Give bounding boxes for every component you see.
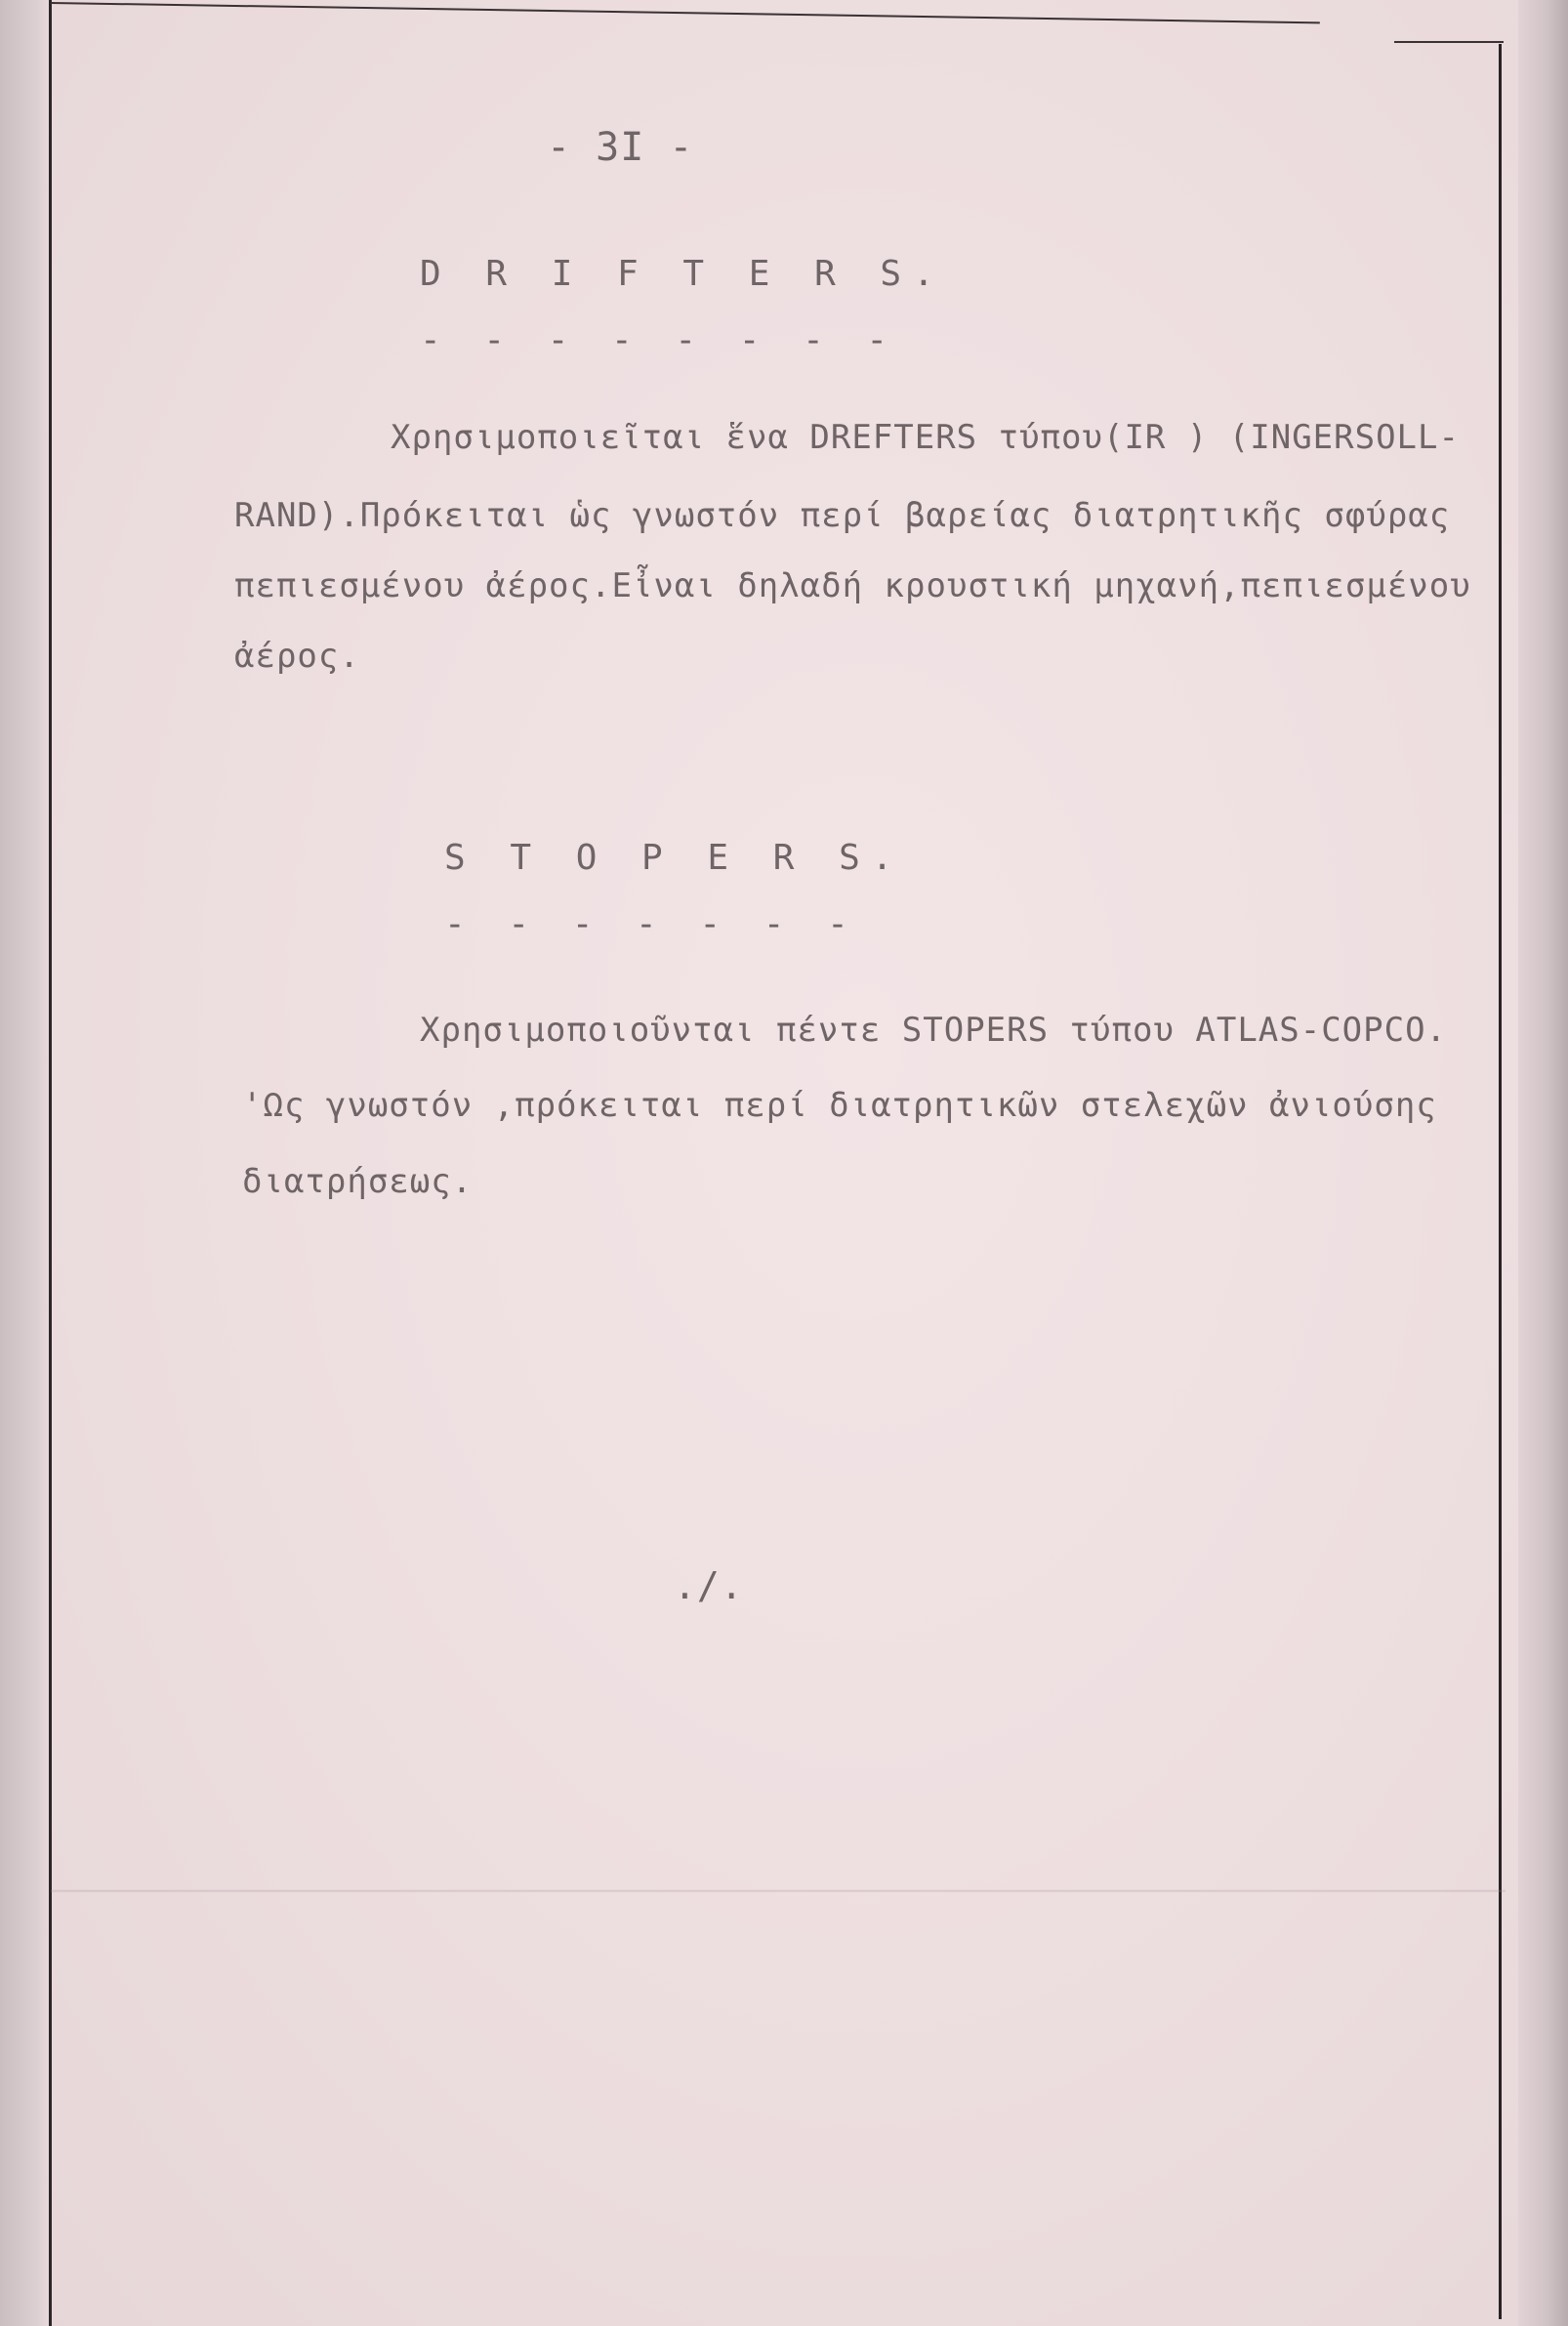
left-margin-shadow <box>0 0 51 2326</box>
paragraph-line: πεπιεσμένου ἀέρος.Εἶναι δηλαδή κρουστική μηχανή,πεπιεσμένου <box>234 566 1471 605</box>
right-binding-strip <box>1518 0 1568 2326</box>
section-underline-stopers: - - - - - - - <box>444 904 859 944</box>
paragraph-line: 'Ως γνωστόν ,πρόκειται περί διατρητικῶν στελεχῶν ἀνιούσης <box>242 1086 1437 1125</box>
paragraph-line: RAND).Πρόκειται ὡς γνωστόν περί βαρείας διατρητικῆς σφύρας <box>234 496 1451 535</box>
section-heading-stopers: S T O P E R S. <box>444 838 905 878</box>
paragraph-line: διατρήσεως. <box>242 1162 474 1201</box>
left-page-edge <box>49 0 52 2326</box>
paragraph-line: Χρησιμοποιοῦνται πέντε STOPERS τύπου ATLAS-COPCO. <box>420 1011 1448 1050</box>
section-underline-drifters: - - - - - - - - <box>420 320 899 360</box>
paper-fold-line <box>51 1890 1506 1892</box>
paragraph-line: ἀέρος. <box>234 637 360 676</box>
top-page-edge-right <box>1394 41 1504 43</box>
right-page-edge <box>1499 44 1502 2319</box>
top-page-edge <box>51 2 1320 23</box>
paragraph-line: Χρησιμοποιεῖται ἕνα DREFTERS τύπου(IR ) (INGERSOLL- <box>391 418 1460 457</box>
section-heading-drifters: D R I F T E R S. <box>420 254 946 294</box>
end-mark: ./. <box>674 1564 744 1607</box>
page-number: - 3I - <box>547 125 694 170</box>
